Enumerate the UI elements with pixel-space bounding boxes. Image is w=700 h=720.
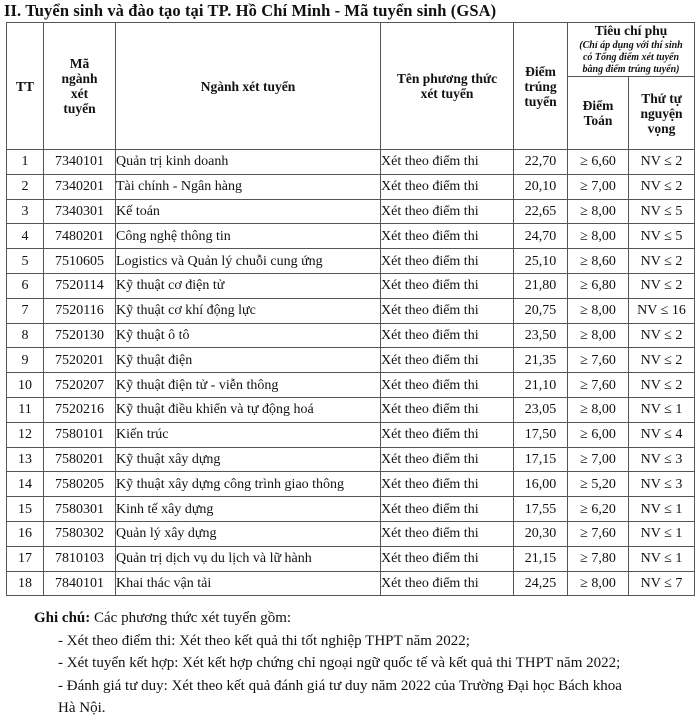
table-row (7, 273, 695, 298)
cell-nganh: Kỹ thuật điều khiển và tự động hoá (116, 397, 381, 422)
cell-nganh: Kỹ thuật điện (116, 348, 381, 373)
cell-thu-tu-nv: NV ≤ 3 (629, 447, 695, 472)
cell-ma-nganh: 7580201 (44, 447, 116, 472)
cell-diem-toan: ≥ 7,60 (568, 373, 629, 398)
cell-phuong-thuc: Xét theo điểm thi (381, 348, 514, 373)
cell-phuong-thuc: Xét theo điểm thi (381, 150, 514, 175)
cell-diem: 20,10 (514, 174, 568, 199)
table-row (7, 373, 695, 398)
cell-diem: 21,15 (514, 546, 568, 571)
cell-diem: 17,55 (514, 497, 568, 522)
cell-ma-nganh: 7520201 (44, 348, 116, 373)
cell-diem-toan: ≥ 6,20 (568, 497, 629, 522)
cell-phuong-thuc: Xét theo điểm thi (381, 298, 514, 323)
header-diem-toan: Điểm Toán (568, 77, 629, 150)
header-diem: Điểm trúng tuyển (514, 23, 568, 150)
cell-thu-tu-nv: NV ≤ 3 (629, 472, 695, 497)
cell-thu-tu-nv: NV ≤ 2 (629, 273, 695, 298)
cell-diem: 23,05 (514, 397, 568, 422)
cell-ma-nganh: 7340101 (44, 150, 116, 175)
table-row (7, 447, 695, 472)
cell-tt: 14 (7, 472, 44, 497)
cell-phuong-thuc: Xét theo điểm thi (381, 472, 514, 497)
cell-nganh: Kỹ thuật cơ điện tử (116, 273, 381, 298)
cell-diem-toan: ≥ 8,00 (568, 224, 629, 249)
cell-thu-tu-nv: NV ≤ 2 (629, 348, 695, 373)
cell-nganh: Kỹ thuật xây dựng công trình giao thông (116, 472, 381, 497)
cell-nganh: Kỹ thuật xây dựng (116, 447, 381, 472)
cell-diem: 17,15 (514, 447, 568, 472)
cell-ma-nganh: 7340201 (44, 174, 116, 199)
cell-ma-nganh: 7510605 (44, 249, 116, 274)
cell-thu-tu-nv: NV ≤ 1 (629, 546, 695, 571)
cell-thu-tu-nv: NV ≤ 5 (629, 199, 695, 224)
cell-thu-tu-nv: NV ≤ 2 (629, 249, 695, 274)
cell-nganh: Kinh tế xây dựng (116, 497, 381, 522)
table-row (7, 150, 695, 175)
cell-ma-nganh: 7580101 (44, 422, 116, 447)
cell-diem-toan: ≥ 7,60 (568, 348, 629, 373)
cell-thu-tu-nv: NV ≤ 2 (629, 323, 695, 348)
cell-thu-tu-nv: NV ≤ 4 (629, 422, 695, 447)
cell-tt: 4 (7, 224, 44, 249)
cell-phuong-thuc: Xét theo điểm thi (381, 497, 514, 522)
cell-diem-toan: ≥ 6,00 (568, 422, 629, 447)
cell-tt: 11 (7, 397, 44, 422)
cell-ma-nganh: 7810103 (44, 546, 116, 571)
cell-nganh: Quản trị kinh doanh (116, 150, 381, 175)
table-row (7, 521, 695, 546)
notes-label: Ghi chú: (34, 610, 91, 626)
cell-phuong-thuc: Xét theo điểm thi (381, 323, 514, 348)
cell-nganh: Tài chính - Ngân hàng (116, 174, 381, 199)
cell-diem-toan: ≥ 8,00 (568, 571, 629, 596)
table-row (7, 422, 695, 447)
cell-diem-toan: ≥ 7,60 (568, 521, 629, 546)
cell-diem: 17,50 (514, 422, 568, 447)
cell-ma-nganh: 7580205 (44, 472, 116, 497)
header-nganh: Ngành xét tuyển (116, 23, 381, 150)
table-row (7, 397, 695, 422)
cell-ma-nganh: 7340301 (44, 199, 116, 224)
cell-diem-toan: ≥ 6,80 (568, 273, 629, 298)
cell-phuong-thuc: Xét theo điểm thi (381, 397, 514, 422)
cell-diem-toan: ≥ 6,60 (568, 150, 629, 175)
notes-section (34, 607, 694, 720)
header-thu-tu: Thứ tự nguyện vọng (629, 77, 695, 150)
cell-phuong-thuc: Xét theo điểm thi (381, 571, 514, 596)
table-row (7, 249, 695, 274)
cell-thu-tu-nv: NV ≤ 1 (629, 497, 695, 522)
cell-diem: 23,50 (514, 323, 568, 348)
cell-nganh: Kiến trúc (116, 422, 381, 447)
cell-nganh: Kỹ thuật điện tử - viễn thông (116, 373, 381, 398)
cell-tt: 1 (7, 150, 44, 175)
cell-phuong-thuc: Xét theo điểm thi (381, 249, 514, 274)
admission-table (6, 22, 695, 596)
cell-nganh: Quản trị dịch vụ du lịch và lữ hành (116, 546, 381, 571)
table-row (7, 497, 695, 522)
header-ma-nganh: Mã ngành xét tuyển (44, 23, 116, 150)
cell-ma-nganh: 7520116 (44, 298, 116, 323)
cell-tt: 12 (7, 422, 44, 447)
cell-tt: 6 (7, 273, 44, 298)
cell-phuong-thuc: Xét theo điểm thi (381, 199, 514, 224)
cell-ma-nganh: 7520207 (44, 373, 116, 398)
cell-ma-nganh: 7520114 (44, 273, 116, 298)
cell-diem-toan: ≥ 8,00 (568, 199, 629, 224)
page-title: II. Tuyển sinh và đào tạo tại TP. Hồ Chí Minh - Mã tuyển sinh (GSA) (4, 1, 497, 20)
cell-phuong-thuc: Xét theo điểm thi (381, 422, 514, 447)
header-phuong-thuc: Tên phương thức xét tuyển (381, 23, 514, 150)
cell-nganh: Kỹ thuật cơ khí động lực (116, 298, 381, 323)
cell-phuong-thuc: Xét theo điểm thi (381, 174, 514, 199)
cell-diem-toan: ≥ 7,00 (568, 447, 629, 472)
cell-diem: 21,80 (514, 273, 568, 298)
cell-diem: 22,65 (514, 199, 568, 224)
cell-thu-tu-nv: NV ≤ 7 (629, 571, 695, 596)
cell-diem: 24,25 (514, 571, 568, 596)
cell-tt: 17 (7, 546, 44, 571)
cell-tt: 2 (7, 174, 44, 199)
cell-nganh: Logistics và Quản lý chuỗi cung ứng (116, 249, 381, 274)
cell-diem: 21,35 (514, 348, 568, 373)
cell-nganh: Quản lý xây dựng (116, 521, 381, 546)
cell-thu-tu-nv: NV ≤ 1 (629, 397, 695, 422)
table-row (7, 546, 695, 571)
cell-diem: 20,30 (514, 521, 568, 546)
cell-ma-nganh: 7580301 (44, 497, 116, 522)
cell-tt: 10 (7, 373, 44, 398)
cell-ma-nganh: 7520130 (44, 323, 116, 348)
cell-phuong-thuc: Xét theo điểm thi (381, 447, 514, 472)
cell-nganh: Kỹ thuật ô tô (116, 323, 381, 348)
table-row (7, 323, 695, 348)
cell-thu-tu-nv: NV ≤ 2 (629, 150, 695, 175)
cell-diem: 22,70 (514, 150, 568, 175)
cell-diem: 24,70 (514, 224, 568, 249)
cell-tt: 15 (7, 497, 44, 522)
cell-nganh: Kế toán (116, 199, 381, 224)
cell-diem-toan: ≥ 8,60 (568, 249, 629, 274)
cell-tt: 9 (7, 348, 44, 373)
cell-tt: 5 (7, 249, 44, 274)
note-item: Hà Nội. (58, 700, 106, 716)
cell-ma-nganh: 7840101 (44, 571, 116, 596)
cell-diem: 16,00 (514, 472, 568, 497)
cell-diem-toan: ≥ 8,00 (568, 397, 629, 422)
cell-tt: 13 (7, 447, 44, 472)
note-item: - Xét tuyển kết hợp: Xét kết hợp chứng chỉ ngoại ngữ quốc tế và kết quả thi THPT năm 2022; (58, 655, 621, 671)
cell-nganh: Khai thác vận tải (116, 571, 381, 596)
cell-tt: 16 (7, 521, 44, 546)
cell-tt: 7 (7, 298, 44, 323)
cell-tt: 3 (7, 199, 44, 224)
cell-thu-tu-nv: NV ≤ 16 (629, 298, 695, 323)
table-row (7, 174, 695, 199)
cell-ma-nganh: 7480201 (44, 224, 116, 249)
cell-diem-toan: ≥ 5,20 (568, 472, 629, 497)
cell-diem: 25,10 (514, 249, 568, 274)
cell-nganh: Công nghệ thông tin (116, 224, 381, 249)
cell-tt: 18 (7, 571, 44, 596)
cell-phuong-thuc: Xét theo điểm thi (381, 224, 514, 249)
table-row (7, 472, 695, 497)
table-row (7, 298, 695, 323)
cell-thu-tu-nv: NV ≤ 2 (629, 373, 695, 398)
table-row (7, 224, 695, 249)
cell-diem-toan: ≥ 7,80 (568, 546, 629, 571)
cell-diem: 20,75 (514, 298, 568, 323)
cell-tt: 8 (7, 323, 44, 348)
cell-diem: 21,10 (514, 373, 568, 398)
header-tieu-chi: Tiêu chí phụ (Chỉ áp dụng với thí sinh có Tổng điểm xét tuyển bằng điểm trúng tuyển) (568, 23, 695, 77)
cell-diem-toan: ≥ 7,00 (568, 174, 629, 199)
table-row (7, 571, 695, 596)
cell-diem-toan: ≥ 8,00 (568, 298, 629, 323)
cell-phuong-thuc: Xét theo điểm thi (381, 521, 514, 546)
table-row (7, 348, 695, 373)
cell-phuong-thuc: Xét theo điểm thi (381, 373, 514, 398)
notes-intro: Ghi chú: Các phương thức xét tuyển gồm: (34, 610, 292, 626)
cell-thu-tu-nv: NV ≤ 2 (629, 174, 695, 199)
cell-thu-tu-nv: NV ≤ 5 (629, 224, 695, 249)
header-tt: TT (7, 23, 44, 150)
cell-thu-tu-nv: NV ≤ 1 (629, 521, 695, 546)
cell-diem-toan: ≥ 8,00 (568, 323, 629, 348)
cell-ma-nganh: 7580302 (44, 521, 116, 546)
note-item: - Xét theo điểm thi: Xét theo kết quả thi tốt nghiệp THPT năm 2022; (58, 632, 470, 649)
table-row (7, 199, 695, 224)
cell-phuong-thuc: Xét theo điểm thi (381, 273, 514, 298)
cell-phuong-thuc: Xét theo điểm thi (381, 546, 514, 571)
note-item: - Đánh giá tư duy: Xét theo kết quả đánh giá tư duy năm 2022 của Trường Đại học Bách khoa (58, 677, 622, 694)
cell-ma-nganh: 7520216 (44, 397, 116, 422)
